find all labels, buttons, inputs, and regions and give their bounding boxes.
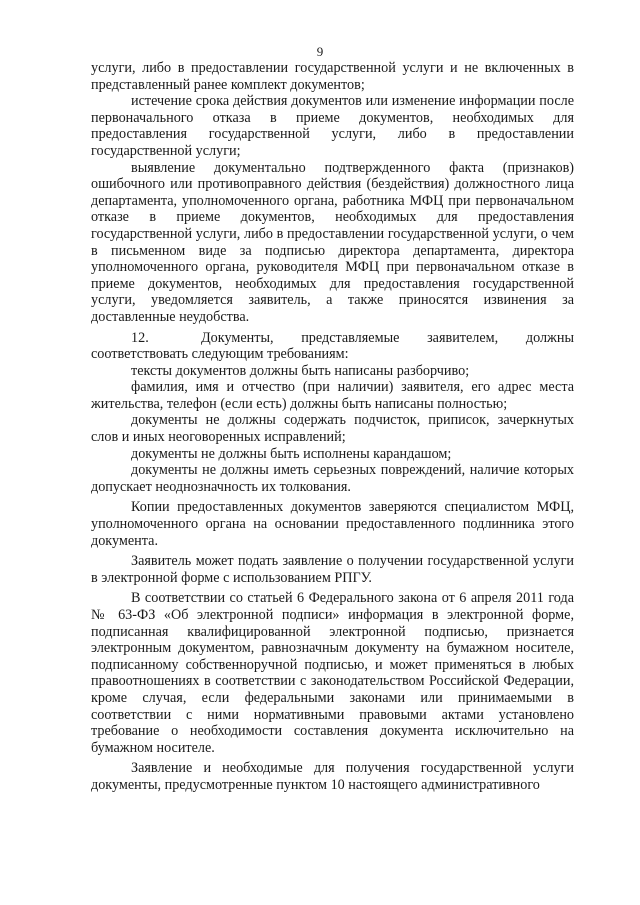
paragraph: Заявление и необходимые для получения государственной услуги документы, предусмотренные пунктом 10 настоящего административного [91, 760, 574, 793]
paragraph: услуги, либо в предоставлении государственной услуги и не включенных в представленный ранее комплект документов; [91, 60, 574, 93]
paragraph-text: Документы, представляемые заявителем, должны соответствовать следующим требованиям: [91, 329, 574, 363]
numbered-paragraph [91, 330, 574, 363]
paragraph: Заявитель может подать заявление о получении государственной услуги в электронной форме с использованием РПГУ. [91, 553, 574, 586]
document-body [91, 60, 574, 794]
paragraph: Копии предоставленных документов заверяются специалистом МФЦ, уполномоченного органа на основании предоставленного подлинника этого документа. [91, 499, 574, 549]
page-number: 9 [316, 44, 324, 59]
list-item: документы не должны иметь серьезных повреждений, наличие которых допускает неоднозначность их толкования. [91, 462, 574, 495]
paragraph: истечение срока действия документов или изменение информации после первоначального отказа в приеме документов, необходимых для предоставления государственной услуги, либо в предоставлении государственной услуги; [91, 93, 574, 159]
item-number: 12. [131, 329, 149, 346]
list-item: тексты документов должны быть написаны разборчиво; [131, 362, 470, 379]
list-item: фамилия, имя и отчество (при наличии) заявителя, его адрес места жительства, телефон (если есть) должны быть написаны полностью; [91, 379, 574, 412]
list-item: документы не должны быть исполнены карандашом; [131, 445, 452, 462]
list-item: документы не должны содержать подчисток, приписок, зачеркнутых слов и иных неоговоренных исправлений; [91, 412, 574, 446]
paragraph: выявление документально подтвержденного факта (признаков) ошибочного или противоправного действия (бездействия) должностного лица департамента, уполномоченного органа, работника МФЦ при первоначальном отказе в приеме документов, необходимых для предоставления государственной услуги, либо в предоставлении государственной услуги, о чем в письменном виде за подписью директора департамента, директора уполномоченного органа, руководителя МФЦ при первоначальном отказе в приеме документов, необходимых для предоставления государственной услуги, уведомляется заявитель, а также приносятся извинения за доставленные неудобства. [91, 159, 574, 325]
paragraph: В соответствии со статьей 6 Федерального закона от 6 апреля 2011 года № 63-ФЗ «Об электронной подписи» информация в электронной форме, подписанная квалифицированной электронной подписью, признается электронным документом, равнозначным документу на бумажном носителе, подписанному собственноручной подписью, и может применяться в любых правоотношениях в соответствии с законодательством Российской Федерации, кроме случая, если федеральными законами или принимаемыми в соответствии с ними нормативными правовыми актами установлено требование о необходимости составления документа исключительно на бумажном носителе. [91, 590, 574, 756]
